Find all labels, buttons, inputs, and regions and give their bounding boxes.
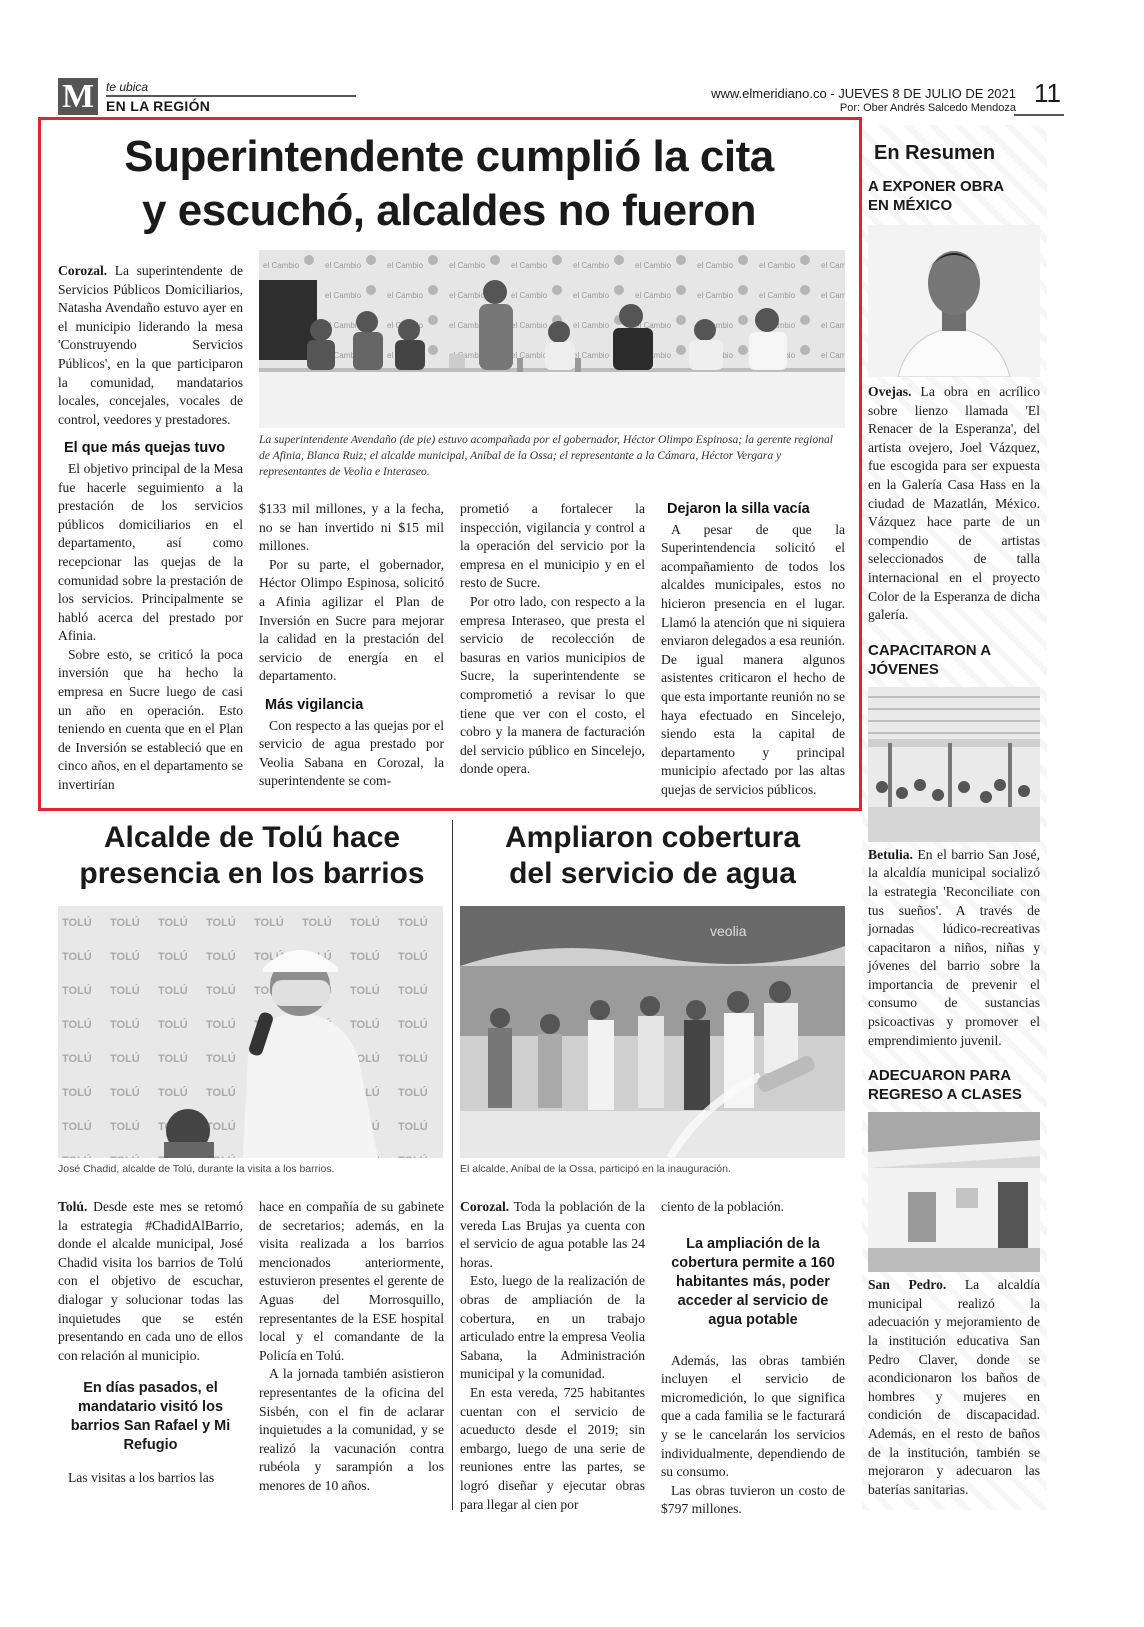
story2-col2-p1: hace en compañía de su gabinete de secretarios; además, en la visita realizada a los barrios mencionados anteriormente, estuvieron presentes el gerente de Aguas del Morrosquillo, representantes de la ESE hospital local y el comandante de la Policía en Tolú. xyxy=(259,1199,444,1363)
artist-portrait-illustration xyxy=(868,225,1040,377)
main-subhead-3: Dejaron la silla vacía xyxy=(667,501,810,517)
story3-col2-p1: ciento de la población. xyxy=(661,1199,785,1214)
meeting-photo-illustration xyxy=(259,250,845,428)
main-photo xyxy=(259,250,845,428)
main-col-3 xyxy=(460,500,645,779)
sidebar-item3-photo xyxy=(868,1112,1040,1272)
story2-headline-line2: presencia en los barrios xyxy=(79,857,425,890)
sidebar-item2-photo xyxy=(868,687,1040,842)
main-headline-line1: Superintendente cumplió la cita xyxy=(124,132,774,181)
sidebar-title: En Resumen xyxy=(874,142,996,164)
section-label: EN LA REGIÓN xyxy=(106,98,211,114)
story2-col1-p1: Desde este mes se retomó la estrategia #ChadidAlBarrio, donde el alcalde municipal, José Chadid visita los barrios de Tolú con el objetivo de escuchar, dialogar y solucionar todas las inquietudes que se estén presentando en cada uno de ellos con relación al municipio. xyxy=(58,1199,243,1363)
logo xyxy=(58,78,98,115)
main-col2-p3: Con respecto a las quejas por el servicio de agua prestado por Veolia Sabana en Corozal, la superintendente se com- xyxy=(259,717,444,789)
story3-photo xyxy=(460,906,845,1158)
sidebar-item1-body: La obra en acrílico sobre lienzo llamada 'El Renacer de la Esperanza', del artista ovejero, Joel Vázquez, fue escogida para ser expuesta en la Galería Casa Hass en la ciudad de Mazatlán, México. Vázquez hace parte de un compendio de artistas seleccionados de talla internacional en el proyecto Color de la Esperanza de dicha galería. xyxy=(868,384,1040,623)
page-number-rule xyxy=(1014,114,1064,116)
story3-pull-quote: La ampliación de la cobertura permite a 160 habitantes más, poder acceder al servicio de agua potable xyxy=(671,1235,835,1328)
main-photo-caption: La superintendente Avendaño (de pie) estuvo acompañada por el gobernador, Héctor Olimpo Espinosa; la gerente regional de Afinia, Blanca Ruiz; el alcalde municipal, Aníbal de la Ossa; el representante a la Cámara, Héctor Vergara y representantes de Veolia e Interaseo. xyxy=(259,433,834,478)
story3-col2-p3: Las obras tuvieron un costo de $797 millones. xyxy=(661,1482,845,1517)
sidebar-item2-body: En el barrio San José, la alcaldía municipal socializó la estrategia 'Reconciliate con tus sueños'. A través de jornadas lúdico-recreativas capacitaron a niños, niñas y jóvenes del barrio sobre la importancia de prevenir el consumo de sustancias psicoactivas y promover el emprendimiento juvenil. xyxy=(868,846,1040,1048)
mayor-photo-illustration xyxy=(58,906,443,1158)
inauguration-photo-illustration xyxy=(460,906,845,1158)
tent-logo-text: veolia xyxy=(710,923,747,939)
sidebar xyxy=(868,140,1040,1499)
story3-photo-caption: El alcalde, Aníbal de la Ossa, participó en la inauguración. xyxy=(460,1163,731,1175)
main-headline-line2: y escuchó, alcaldes no fueron xyxy=(142,186,756,235)
school-bathrooms-illustration xyxy=(868,1112,1040,1272)
story3-headline-line1: Ampliaron cobertura xyxy=(504,821,801,854)
main-col1-p3: Sobre esto, se criticó la poca inversión que ha hecho la empresa en Sucre luego de casi un año en operación. Esto teniendo en cuenta que en el Plan de Inversión se estableció que en cinco años, en el departamento se invertirían xyxy=(58,646,243,793)
sidebar-item3-heading: ADECUARON PARA REGRESO A CLASES xyxy=(868,1067,1022,1104)
story2-col2-p2: A la jornada también asistieron representantes de la oficina del Sisbén, con el fin de aclarar inquietudes a la comunidad, y se realizó la vacunación contra rubéola y sarampión a los menores de 10 años. xyxy=(259,1366,444,1493)
masthead xyxy=(58,78,1063,118)
sidebar-item2-heading: CAPACITARON A JÓVENES xyxy=(868,641,991,678)
main-col1-p1: La superintendente de Servicios Públicos Domiciliarios, Natasha Avendaño estuvo ayer en el municipio liderando la mesa 'Construyendo Servicios Públicos', en la que participaron la comunidad, mandatarios locales, concejales, vocales de control, veedores y prestadores. xyxy=(58,263,243,427)
sidebar-item2-dateline: Betulia. xyxy=(868,846,913,862)
story3-col-2 xyxy=(661,1198,845,1519)
main-col-2 xyxy=(259,500,444,791)
story2-dateline: Tolú. xyxy=(58,1199,88,1214)
section-rule xyxy=(106,95,356,97)
main-col2-p2: Por su parte, el gobernador, Héctor Olimpo Espinosa, solicitó a Afinia agilizar el Plan de Inversión en Sucre para mejorar la calidad en la prestación del servicio de energía en el departamento. xyxy=(259,556,444,684)
main-headline xyxy=(44,130,854,238)
main-col-4 xyxy=(661,500,845,800)
story3-headline xyxy=(460,820,845,892)
main-subhead-2: Más vigilancia xyxy=(265,696,364,713)
site-date: www.elmeridiano.co - JUEVES 8 DE JULIO DE 2021 xyxy=(711,86,1016,101)
main-col2-p1: $133 mil millones, y a la fecha, no se han invertido ni $15 mil millones. xyxy=(259,501,444,554)
column-divider xyxy=(452,820,453,1510)
main-col1-p2: El objetivo principal de la Mesa fue hacerle seguimiento a la prestación de los servicios públicos domiciliarios en el departamento, así como recepcionar las quejas de la comunidad sobre la prestación de los servicios. Principalmente se habló acerca del prestado por Afinia. xyxy=(58,460,243,644)
sidebar-item1-photo xyxy=(868,225,1040,377)
main-col3-p1: prometió a fortalecer la inspección, vigilancia y control a la operación del servicio por la empresa en el municipio y en el resto de Sucre. xyxy=(460,501,645,591)
story2-pull-quote: En días pasados, el mandatario visitó los barrios San Rafael y Mi Refugio xyxy=(70,1380,231,1454)
story3-dateline: Corozal. xyxy=(460,1199,510,1214)
section-kicker: te ubica xyxy=(106,80,149,94)
story2-headline-line1: Alcalde de Tolú hace xyxy=(103,821,401,854)
story2-col-2 xyxy=(259,1198,444,1496)
sidebar-item1-dateline: Ovejas. xyxy=(868,384,912,399)
main-dateline: Corozal. xyxy=(58,263,108,278)
story3-col-1 xyxy=(460,1198,645,1514)
story3-col1-p2: Esto, luego de la realización de obras de ampliación de la cobertura, en un trabajo articulado entre la empresa Veolia Sabana, la Administración municipal y la comunidad. xyxy=(460,1273,645,1382)
sidebar-item3-text xyxy=(868,1276,1040,1499)
story3-col1-p1: Toda la población de la vereda Las Brujas ya cuenta con el servicio de agua potable las 24 horas. xyxy=(460,1199,645,1270)
logo-letter: M xyxy=(61,78,95,115)
page-number: 11 xyxy=(1034,78,1061,108)
sidebar-item3-dateline: San Pedro. xyxy=(868,1277,947,1293)
story2-col-1 xyxy=(58,1198,243,1488)
story3-col1-p3: En esta vereda, 725 habitantes cuentan con el servicio de acueducto desde el 2019; sin embargo, luego de una serie de reuniones entre las partes, se logró diseñar y ejecutar obras para llegar al cien por xyxy=(460,1384,645,1512)
story2-photo xyxy=(58,906,443,1158)
youth-workshop-illustration xyxy=(868,687,1040,842)
sidebar-item3-body: La alcaldía municipal realizó la adecuación y mejoramiento de la institución educativa San Pedro Claver, donde se acondicionaron los baños de hombres y mujeres en condición de discapacidad. Además, en el resto de baños de la institución, también se mejoraron y adecuaron las baterías sanitarias. xyxy=(868,1277,1040,1497)
story3-headline-line2: del servicio de agua xyxy=(509,857,796,890)
main-col3-p2: Por otro lado, con respecto a la empresa Interaseo, que presta el servicio de recolección de basuras en varios municipios de Sucre, la superintendente se comprometió a revisar lo que tiene que ver con el costo, el cobro y la manera de facturación del servicio público en Sincelejo, donde opera. xyxy=(460,593,645,777)
sidebar-item2-text xyxy=(868,846,1040,1051)
byline: Por: Ober Andrés Salcedo Mendoza xyxy=(839,102,1016,114)
sidebar-item1-text xyxy=(868,383,1040,625)
story3-col2-p2: Además, las obras también incluyen el servicio de micromedición, lo que significa que a cada familia se le facturará y se le cancelarán los servicios individualmente, dependiendo de su consumo. xyxy=(661,1352,845,1480)
main-col4-p1: A pesar de que la Superintendencia solicitó el acompañamiento de todos los alcaldes municipales, estos no hicieron presencia en el lugar. Llamó la atención que ni siquiera enviaron delegados a esa reunión. De igual manera algunos asistentes criticaron el hecho de que esta importante reunión no se haya efectuado en Sincelejo, siendo esta la capital de departamento y principal municipio afectado por las altas quejas de servicios públicos. xyxy=(661,521,845,797)
sidebar-item1-heading: A EXPONER OBRA EN MÉXICO xyxy=(868,178,1004,214)
main-col-1 xyxy=(58,262,243,795)
story2-photo-caption: José Chadid, alcalde de Tolú, durante la visita a los barrios. xyxy=(58,1163,335,1175)
story2-col1-p2: Las visitas a los barrios las xyxy=(68,1470,215,1486)
story2-headline xyxy=(52,820,452,892)
main-subhead-1: El que más quejas tuvo xyxy=(64,440,226,457)
